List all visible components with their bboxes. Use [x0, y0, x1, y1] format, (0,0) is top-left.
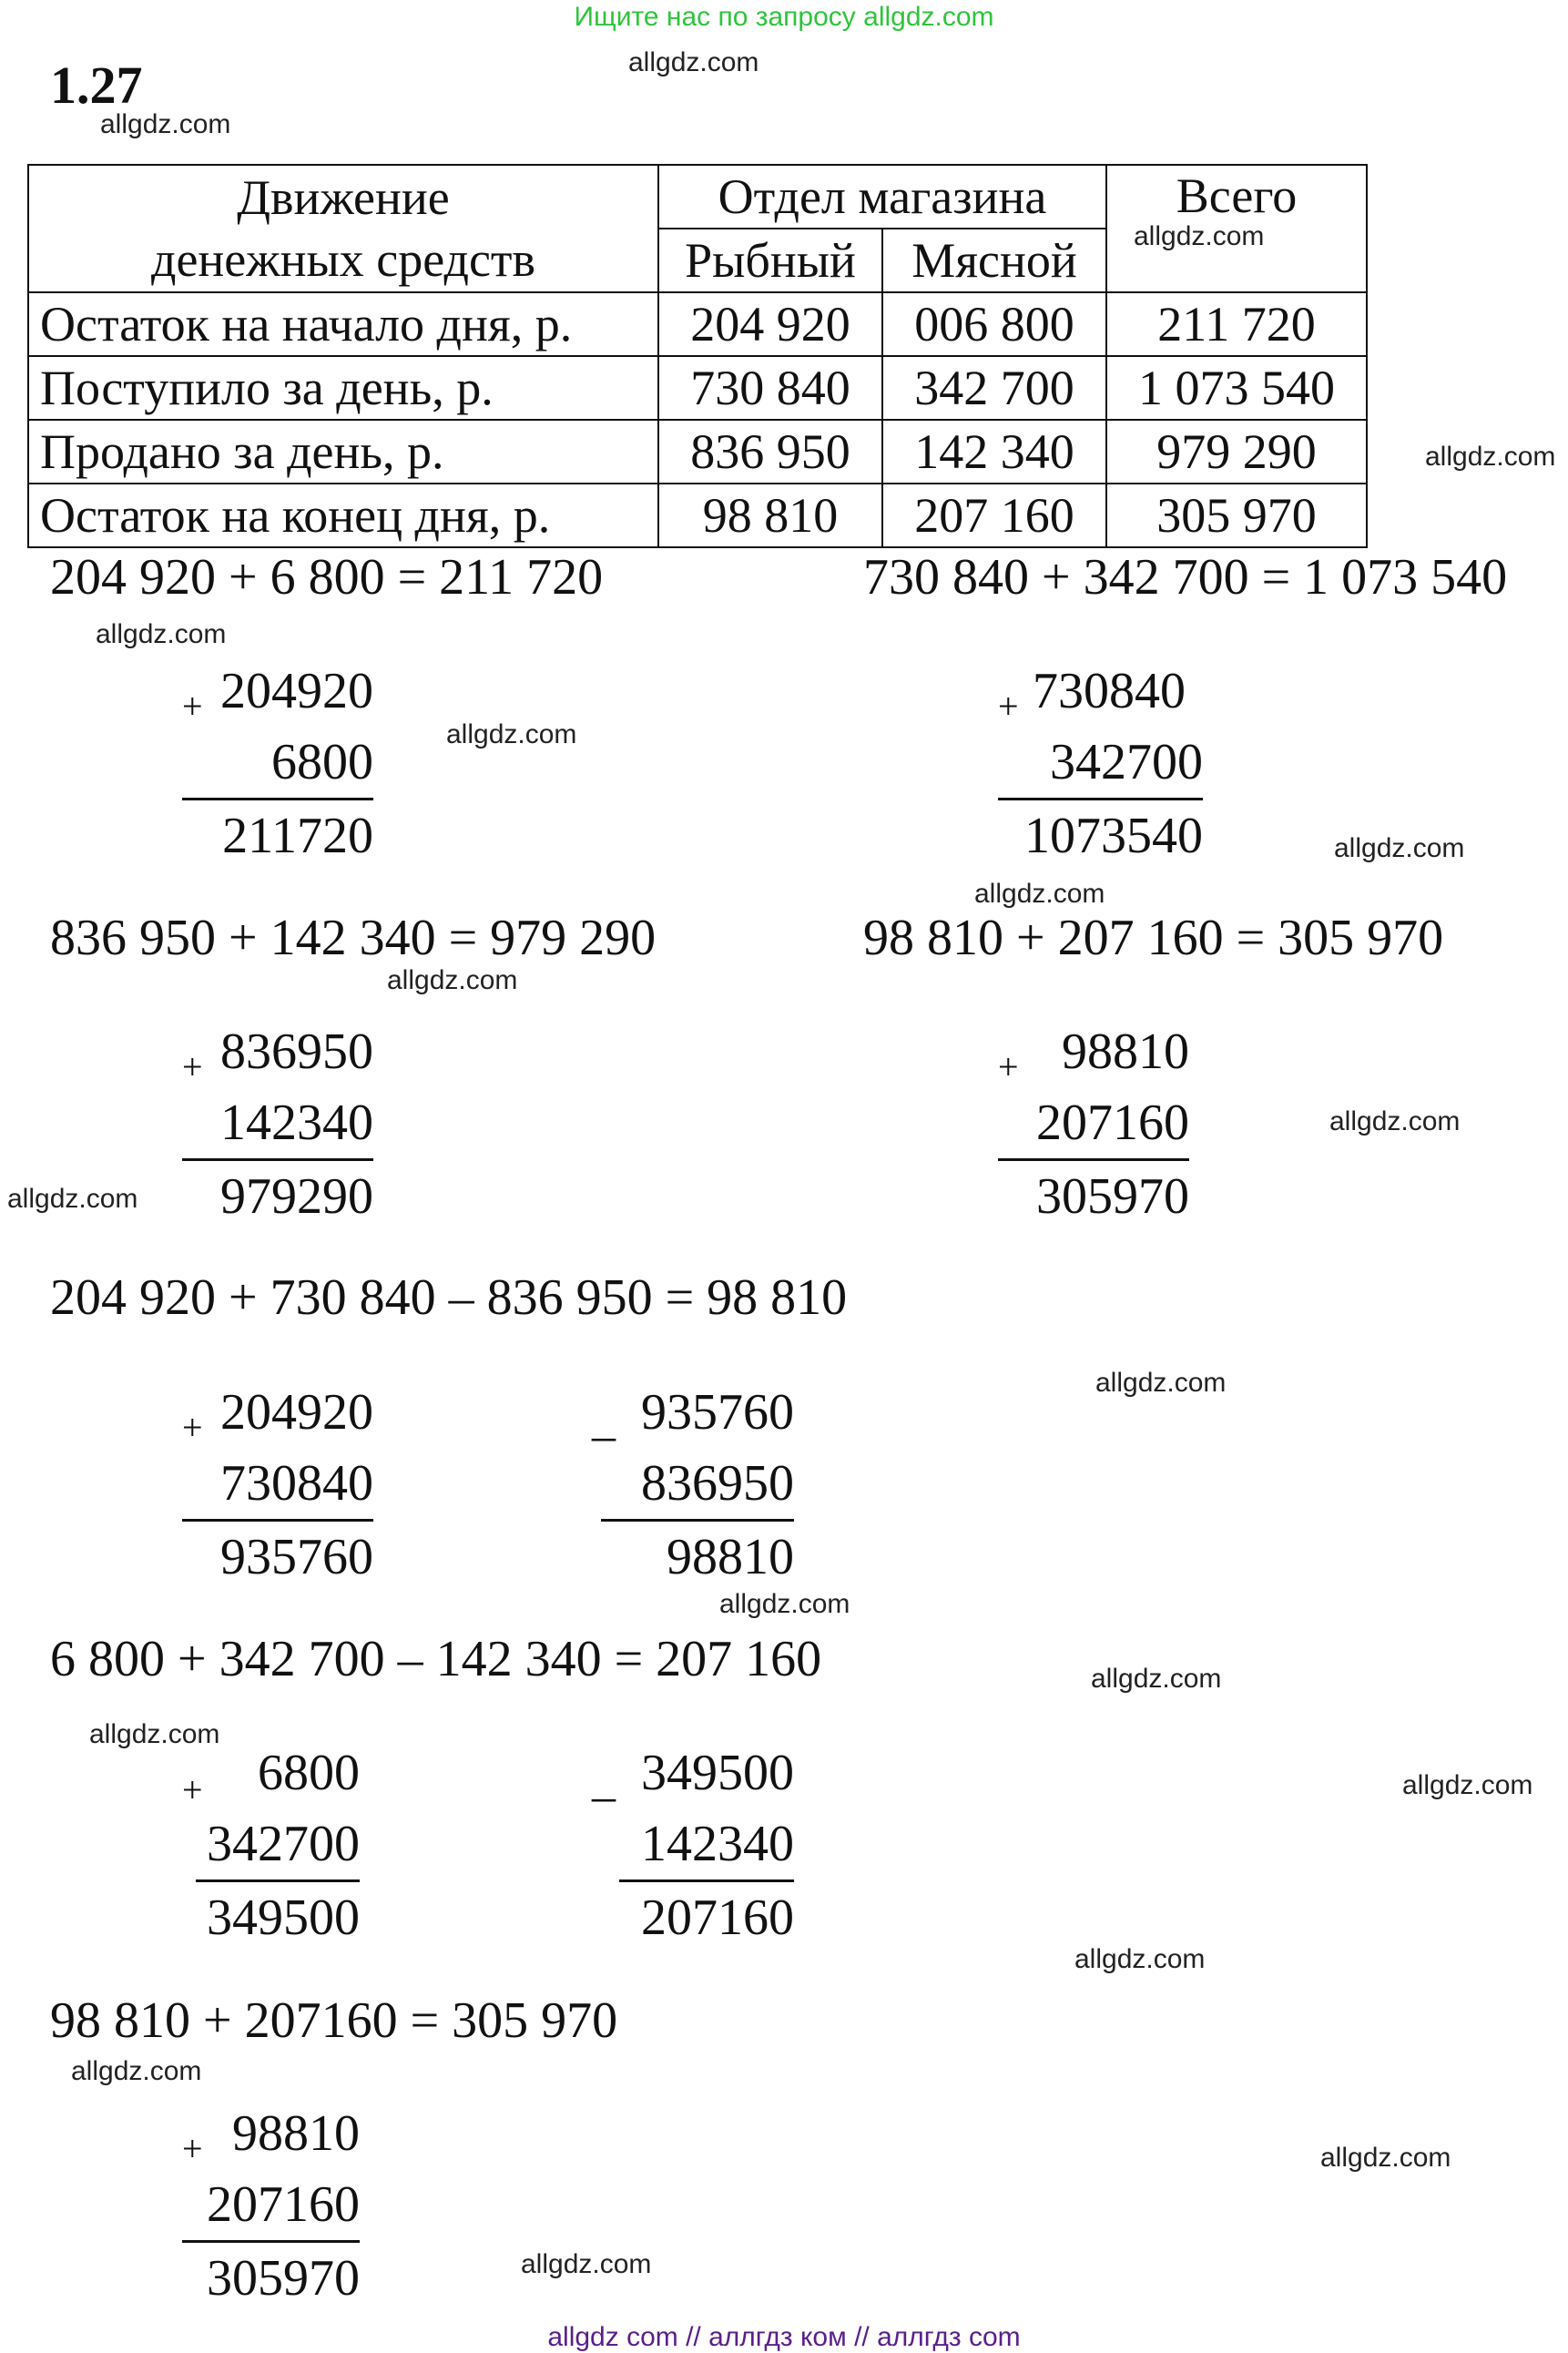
watermark: allgdz.com — [974, 879, 1105, 909]
operand: 730840 — [182, 1448, 373, 1522]
row-label: Поступило за день, р. — [28, 356, 658, 420]
result: 979290 — [220, 1168, 373, 1225]
cell-total: 305 970 — [1106, 484, 1367, 547]
column-addition — [998, 1016, 1189, 1232]
operand: 142340 — [182, 1087, 373, 1161]
result: 305970 — [207, 2250, 360, 2307]
operand: 6800 — [258, 1745, 360, 1801]
operand: 207160 — [998, 1087, 1189, 1161]
exercise-number: 1.27 — [50, 56, 143, 115]
operand: 207160 — [182, 2169, 360, 2243]
operand: 342700 — [998, 727, 1203, 800]
operand: 935760 — [641, 1384, 794, 1441]
watermark: allgdz.com — [7, 1184, 138, 1214]
operand: 6800 — [182, 727, 373, 800]
equation: 836 950 + 142 340 = 979 290 — [50, 910, 657, 966]
column-addition — [196, 1737, 360, 1953]
header-department: Отдел магазина — [658, 165, 1106, 229]
watermark: allgdz.com — [521, 2249, 652, 2279]
cell-meat: 142 340 — [882, 420, 1106, 484]
watermark: allgdz.com — [96, 619, 227, 649]
result: 98810 — [667, 1529, 794, 1585]
cell-fish: 98 810 — [658, 484, 882, 547]
operand: 836950 — [220, 1024, 373, 1080]
equation: 204 920 + 6 800 = 211 720 — [50, 549, 604, 606]
plus-sign: + — [998, 1046, 1019, 1087]
result: 211720 — [222, 808, 373, 864]
column-addition — [182, 2098, 360, 2314]
watermark: allgdz.com — [1095, 1368, 1227, 1398]
result: 305970 — [1036, 1168, 1189, 1225]
watermark: allgdz.com — [446, 719, 577, 749]
watermark: allgdz.com — [100, 109, 231, 139]
column-addition — [182, 1016, 373, 1232]
watermark: allgdz.com — [1425, 442, 1556, 472]
operand: 142340 — [619, 1808, 794, 1882]
header-cash-flow — [28, 165, 658, 292]
cash-flow-table — [27, 164, 1368, 548]
equation: 98 810 + 207 160 = 305 970 — [863, 910, 1444, 966]
plus-sign: + — [182, 1407, 203, 1448]
column-addition — [998, 656, 1203, 871]
minus-sign: _ — [592, 1755, 616, 1807]
watermark: allgdz.com — [1402, 1770, 1533, 1800]
watermark: allgdz.com — [1320, 2143, 1451, 2173]
header-meat: Мясной — [882, 229, 1106, 292]
cell-meat: 006 800 — [882, 292, 1106, 356]
operand: 836950 — [601, 1448, 794, 1522]
operand: 98810 — [232, 2105, 360, 2162]
result: 349500 — [207, 1890, 360, 1946]
result: 1073540 — [1024, 808, 1203, 864]
plus-sign: + — [182, 1046, 203, 1087]
row-label: Продано за день, р. — [28, 420, 658, 484]
header-total: Всего — [1106, 165, 1367, 292]
column-addition — [182, 656, 373, 871]
plus-sign: + — [182, 686, 203, 727]
watermark: allgdz.com — [1134, 221, 1265, 251]
table-row — [28, 484, 1367, 547]
watermark: allgdz.com — [1334, 833, 1465, 863]
table-row — [28, 292, 1367, 356]
column-subtraction — [619, 1737, 794, 1953]
row-label: Остаток на начало дня, р. — [28, 292, 658, 356]
equation: 6 800 + 342 700 – 142 340 = 207 160 — [50, 1631, 822, 1687]
bottom-banner: allgdz com // аллгдз ком // аллгдз com — [547, 2322, 1021, 2352]
minus-sign: _ — [592, 1394, 616, 1446]
operand: 204920 — [220, 663, 373, 719]
operand: 204920 — [220, 1384, 373, 1441]
header-line: Движение — [237, 170, 450, 225]
operand: 98810 — [1062, 1024, 1189, 1080]
cell-total: 211 720 — [1106, 292, 1367, 356]
header-fish: Рыбный — [658, 229, 882, 292]
cell-total: 979 290 — [1106, 420, 1367, 484]
row-label: Остаток на конец дня, р. — [28, 484, 658, 547]
equation: 98 810 + 207160 = 305 970 — [50, 1992, 618, 2049]
watermark: allgdz.com — [89, 1719, 220, 1749]
watermark: allgdz.com — [719, 1589, 850, 1619]
watermark: allgdz.com — [387, 965, 518, 995]
plus-sign: + — [998, 686, 1019, 727]
watermark: allgdz.com — [628, 47, 759, 77]
column-subtraction — [601, 1377, 794, 1593]
column-addition — [182, 1377, 373, 1593]
watermark: allgdz.com — [1074, 1944, 1206, 1974]
table-row — [28, 420, 1367, 484]
watermark: allgdz.com — [71, 2056, 202, 2086]
cell-meat: 207 160 — [882, 484, 1106, 547]
operand: 342700 — [196, 1808, 360, 1882]
cell-fish: 836 950 — [658, 420, 882, 484]
operand: 349500 — [641, 1745, 794, 1801]
equation: 204 920 + 730 840 – 836 950 = 98 810 — [50, 1269, 848, 1326]
watermark: allgdz.com — [1091, 1664, 1222, 1694]
result: 207160 — [641, 1890, 794, 1946]
header-line: денежных средств — [150, 232, 536, 287]
cell-fish: 204 920 — [658, 292, 882, 356]
top-banner: Ищите нас по запросу allgdz.com — [574, 2, 994, 32]
plus-sign: + — [182, 2128, 203, 2169]
cell-fish: 730 840 — [658, 356, 882, 420]
result: 935760 — [220, 1529, 373, 1585]
table-row — [28, 356, 1367, 420]
operand: 730840 — [1033, 663, 1186, 719]
equation: 730 840 + 342 700 = 1 073 540 — [863, 549, 1508, 606]
cell-meat: 342 700 — [882, 356, 1106, 420]
plus-sign: + — [182, 1769, 203, 1810]
cell-total: 1 073 540 — [1106, 356, 1367, 420]
watermark: allgdz.com — [1329, 1106, 1461, 1136]
